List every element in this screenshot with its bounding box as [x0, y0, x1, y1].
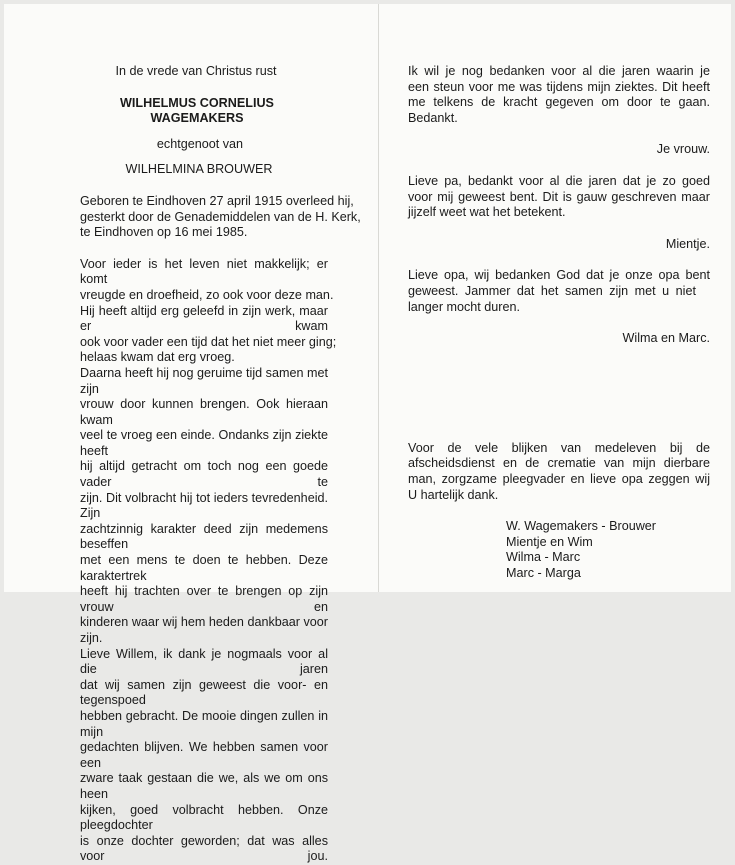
spouse-label: echtgenoot van	[156, 136, 244, 151]
text-line: gesterkt door de Genademiddelen van de H. Kerk,	[80, 209, 361, 224]
text-line: zware taak gestaan die we, als we om ons heen	[80, 771, 328, 801]
text-line: Voor de vele blijken van medeleven bij de	[408, 440, 710, 455]
text-line: Lieve opa, wij bedanken God dat je onze opa bent	[408, 268, 710, 283]
grandchildren-signature: Wilma en Marc.	[622, 331, 710, 346]
signatory: Wilma - Marc	[506, 550, 581, 565]
text-line: kijken, goed volbracht hebben. Onze pleegdochter	[80, 802, 328, 833]
text-line: heeft hij trachten over te brengen op zijn vrouw en	[80, 584, 328, 614]
text-line: Voor ieder is het leven niet makkelijk; er komt	[80, 256, 328, 287]
text-line: vreugde en droefheid, zo ook voor deze man.	[80, 287, 334, 302]
text-line: te Eindhoven op 16 mei 1985.	[80, 225, 248, 240]
grandchildren-message	[408, 268, 710, 315]
text-line: geweest. Jammer dat het samen zijn met u niet	[408, 283, 696, 298]
text-line: vrouw door kunnen brengen. Ook hieraan kwam	[80, 397, 328, 427]
thanks-paragraph	[408, 441, 710, 503]
text-line: jijzelf weet wat het betekent.	[408, 205, 566, 220]
text-line: zijn. Dit volbracht hij tot ieders tevredenheid. Zijn	[80, 490, 328, 521]
daughter-message	[408, 174, 710, 221]
text-line: Geboren te Eindhoven 27 april 1915 overleed hij,	[80, 193, 354, 208]
text-line: zachtzinnig karakter deed zijn medemens beseffen	[80, 521, 328, 552]
text-line: Bedankt.	[408, 110, 458, 125]
wife-signature: Je vrouw.	[656, 142, 710, 157]
tribute-paragraph	[80, 256, 337, 865]
text-line: Ik wil je nog bedanken voor al die jaren waarin je	[408, 64, 710, 78]
text-line: Lieve Willem, ik dank je nogmaals voor al die jaren	[80, 646, 328, 677]
text-line: langer mocht duren.	[408, 299, 521, 314]
text-line: U hartelijk dank.	[408, 487, 499, 502]
text-line: Lieve pa, bedankt voor al die jaren dat je zo goed	[408, 173, 710, 188]
left-page	[80, 64, 361, 865]
text-line: gedachten blijven. We hebben samen voor een	[80, 740, 328, 770]
text-line: met een mens te doen te hebben. Deze karaktertrek	[80, 553, 328, 583]
text-line: kinderen waar wij hem heden dankbaar voor zijn.	[80, 615, 328, 645]
text-line: Hij heeft altijd erg geleefd in zijn werk, maar er kwam	[80, 303, 328, 334]
text-line: helaas kwam dat erg vroeg.	[80, 350, 235, 365]
signatories-list	[408, 519, 710, 581]
text-line: is onze dochter geworden; dat was alles voor jou.	[80, 833, 328, 864]
deceased-name-line2: WAGEMAKERS	[150, 111, 244, 126]
text-line: man, zorgzame pleegvader en lieve opa zeggen wij	[408, 471, 710, 486]
right-page	[408, 64, 710, 581]
text-line: afscheidsdienst en de crematie van mijn dierbare	[408, 456, 710, 471]
text-line: hebben gebracht. De mooie dingen zullen in mijn	[80, 708, 328, 739]
card-fold	[378, 4, 379, 592]
text-line: ook voor vader een tijd dat het niet meer ging;	[80, 334, 337, 349]
birth-death-paragraph	[80, 193, 361, 241]
daughter-signature: Mientje.	[665, 236, 710, 251]
text-line: Daarna heeft hij nog geruime tijd samen met zijn	[80, 365, 328, 396]
signatory: Marc - Marga	[506, 565, 581, 580]
signatory: Mientje en Wim	[506, 534, 593, 549]
text-line: hij altijd getracht om toch nog een goede vader te	[80, 459, 328, 490]
signatory: W. Wagemakers - Brouwer	[506, 519, 656, 534]
text-line: een steun voor me was tijdens mijn ziektes. Dit heeft	[408, 79, 710, 94]
text-line: voor mij geweest bent. Dit is gauw geschreven maar	[408, 189, 710, 204]
text-line: veel te vroeg een einde. Ondanks zijn ziekte heeft	[80, 428, 328, 458]
wife-message	[408, 64, 710, 126]
text-line: me telkens de kracht gegeven om door te gaan.	[408, 95, 710, 110]
spouse-name: WILHELMINA BROUWER	[125, 162, 273, 177]
deceased-name-line1: WILHELMUS CORNELIUS	[120, 95, 274, 110]
text-line: dat wij samen zijn geweest die voor- en tegenspoed	[80, 677, 328, 708]
header-text: In de vrede van Christus rust	[115, 64, 277, 78]
